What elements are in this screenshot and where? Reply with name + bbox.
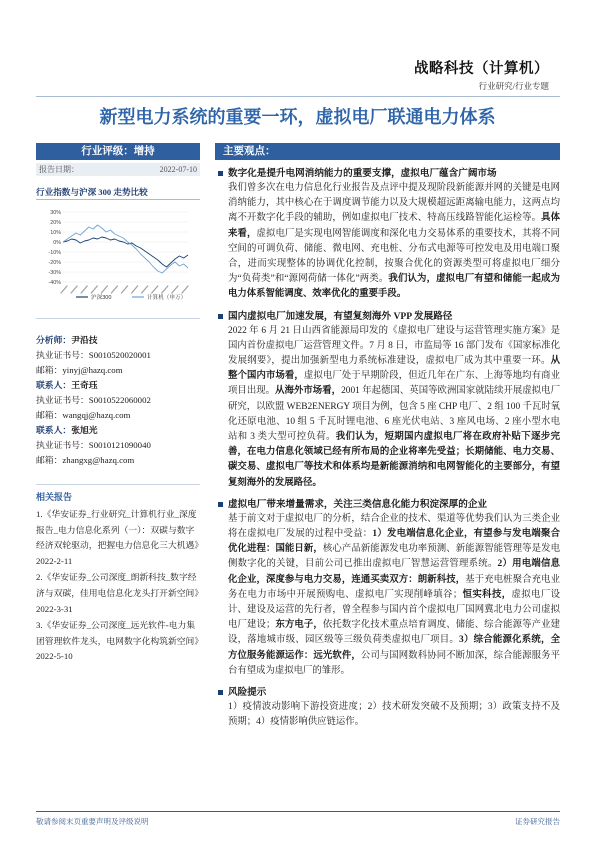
related-report-number: 1. bbox=[36, 509, 43, 519]
key-point-heading bbox=[218, 309, 560, 324]
report-date-row bbox=[36, 163, 200, 176]
emphasis-text: 我们认为，短期国内虚拟电厂将在政府补贴下逐步完善，在电力信息化领域已经有所布局的企业将率先受益；长期储能、电力交易、碳交易、虚拟电厂等技术和体系均是新能源消纳和电网智能化的主要部分，有望复刻海外的发展路径。 bbox=[228, 432, 560, 488]
key-point-body bbox=[218, 512, 560, 679]
emphasis-text: 从海外市场看， bbox=[275, 386, 342, 397]
x-tick-label bbox=[71, 286, 77, 293]
footer-doc-type: 证券研究报告 bbox=[515, 817, 560, 826]
report-type: 行业研究/行业专题 bbox=[478, 81, 549, 91]
cert-label: 执业证书号： bbox=[36, 350, 89, 360]
contact-name: 张旭光 bbox=[71, 425, 98, 435]
body-text: 虚拟电厂是实现电网智能调度和深化电力交易体系的重要技术，其将不同空间的可调负荷、储能、微电网、充电桩、分布式电源等可控发电及用电端口聚合，进而实现整体的协调优化控制，按聚合优化的资源类型可将虚拟电厂细分为“负荷类”和“源网荷储一体化”两类。 bbox=[228, 228, 560, 285]
section-divider bbox=[36, 484, 200, 485]
report-date-label: 报告日期： bbox=[39, 165, 79, 174]
key-point-heading-text: 虚拟电厂带来增量需求，关注三类信息化能力积淀深厚的企业 bbox=[228, 498, 488, 510]
rating-value: 增持 bbox=[133, 145, 155, 157]
x-tick-label bbox=[172, 286, 178, 293]
emphasis-text: 我们认为，虚拟电厂有望和储能一起成为电力体系智能调度、效率优化的重要手段。 bbox=[228, 274, 560, 300]
contact-role: 分析师： bbox=[36, 335, 72, 345]
email-label: 邮箱： bbox=[36, 455, 63, 465]
y-tick-label: -10% bbox=[48, 249, 61, 256]
key-point-heading bbox=[218, 166, 560, 181]
contact-block bbox=[36, 423, 200, 468]
related-reports-list bbox=[36, 507, 200, 666]
x-tick-label bbox=[111, 286, 117, 293]
key-points bbox=[218, 166, 560, 737]
contact-email-line bbox=[36, 363, 200, 378]
y-tick-label: -30% bbox=[48, 269, 61, 276]
x-tick-label bbox=[81, 286, 87, 293]
key-point bbox=[218, 309, 560, 491]
emphasis-text: 3）综合能源化系统，全方位服务能源运作：远光软件， bbox=[228, 635, 560, 661]
report-title: 新型电力系统的重要一环，虚拟电厂联通电力体系 bbox=[99, 107, 496, 127]
x-tick-label bbox=[91, 286, 97, 293]
y-tick-label: 20% bbox=[50, 219, 61, 226]
related-report-item bbox=[36, 570, 200, 617]
emphasis-text: 从整个国内市场看， bbox=[228, 356, 560, 382]
index-chart-title: 行业指数与沪深 300 走势比较 bbox=[36, 187, 148, 197]
related-report-title: 《华安证券_公司深度_远光软件-电力集团管理软件龙头，电网数字化构筑新空间》2022-5-10 bbox=[36, 620, 199, 662]
related-reports-heading: 相关报告 bbox=[36, 492, 73, 502]
body-text: 2001 年起德国、英国等欧洲国家就陆续开展虚拟电厂研究，以欧盟 WEB2ENERGY 项目为例，包含 5 座 CHP 电厂、2 组 100 千瓦时氧化还原电池、10 组 5 千瓦时锂电池、6 座光伏电站、3 座风电场、2 座小型水电站和 3 类大型可控负荷。 bbox=[228, 386, 560, 443]
rating-label: 行业评级： bbox=[81, 145, 134, 157]
related-report-title: 《华安证券_行业研究_计算机行业_深度报告_电力信息化系列（一）：双碳与数字经济双轮驱动，把握电力信息化三大机遇》2022-2-11 bbox=[36, 509, 199, 566]
cert-number: S0010522060002 bbox=[88, 395, 151, 405]
key-point-body bbox=[218, 181, 560, 303]
cert-number: S0010121090040 bbox=[88, 440, 151, 450]
body-text: 公司与国网数科协同不断加深，综合能源服务平台有望成为虚拟电厂的雏形。 bbox=[228, 650, 560, 676]
email-label: 邮箱： bbox=[36, 365, 63, 375]
emphasis-text: 具体来看， bbox=[228, 213, 560, 239]
contact-role: 联系人： bbox=[36, 380, 72, 390]
emphasis-text: 恒实科技， bbox=[462, 589, 512, 600]
email-address: yinyj@hazq.com bbox=[62, 365, 123, 375]
key-point-body bbox=[218, 700, 560, 730]
square-bullet-icon bbox=[218, 171, 223, 176]
key-point-heading-text: 国内虚拟电厂加速发展，有望复刻海外 VPP 发展路径 bbox=[228, 310, 453, 322]
key-points-heading: 主要观点： bbox=[215, 143, 560, 160]
contact-email-line bbox=[36, 408, 200, 423]
legend-label-2: 计算机（申万） bbox=[147, 295, 187, 301]
contact-name: 王奇珏 bbox=[71, 380, 98, 390]
x-tick-label bbox=[162, 286, 168, 293]
key-point-heading-text: 风险提示 bbox=[228, 687, 267, 699]
cert-number: S0010520020001 bbox=[88, 350, 151, 360]
body-text: 基于前文对于虚拟电厂的分析，结合企业的技术、渠道等优势我们认为三类企业将在虚拟电厂发展的过程中受益： bbox=[228, 513, 560, 540]
square-bullet-icon bbox=[218, 690, 223, 695]
emphasis-text: 1）发电端信息化企业，有望参与发电端聚合优化进程：国能日新， bbox=[228, 529, 560, 555]
related-report-item bbox=[36, 618, 200, 665]
header-divider bbox=[36, 96, 560, 97]
key-point-heading-text: 数字化是提升电网消纳能力的重要支撑，虚拟电厂蕴含广阔市场 bbox=[228, 168, 497, 179]
body-text: 虚拟电厂设计、建设及运营的先行者，曾全程参与国内首个虚拟电厂国网冀北电力公司虚拟电厂建设； bbox=[228, 589, 560, 631]
analyst-contacts bbox=[36, 333, 200, 468]
x-tick-label bbox=[61, 286, 67, 293]
legend-label-1: 沪深300 bbox=[91, 295, 112, 301]
y-tick-label: 30% bbox=[50, 209, 61, 216]
email-address: wangqj@hazq.com bbox=[62, 410, 131, 420]
y-tick-label: -20% bbox=[48, 259, 61, 266]
x-tick-label bbox=[142, 286, 148, 293]
footer-divider bbox=[36, 811, 560, 812]
related-report-title: 《华安证券_公司深度_朗新科技_数字经济与双碳，佳用电信息化龙头打开新空间》2022-3-31 bbox=[36, 572, 199, 614]
key-point-heading bbox=[218, 497, 560, 512]
report-sector: 战略科技（计算机） bbox=[414, 61, 549, 77]
related-report-number: 3. bbox=[36, 620, 43, 631]
email-label: 邮箱： bbox=[36, 410, 63, 420]
key-point bbox=[218, 497, 560, 679]
contact-name-line bbox=[36, 378, 200, 393]
body-text: 依托数字化技术重点培育调度、储能、综合能源等产业建设，落地城市级、园区级等三级负荷类虚拟电厂项目。 bbox=[228, 620, 560, 646]
x-tick-label bbox=[122, 286, 128, 293]
x-tick-label bbox=[101, 286, 107, 293]
key-point-heading bbox=[218, 685, 560, 700]
square-bullet-icon bbox=[218, 502, 223, 507]
risk-warning bbox=[218, 685, 560, 730]
key-point-body bbox=[218, 324, 560, 491]
contact-role: 联系人： bbox=[36, 425, 72, 435]
report-date-value: 2022-07-10 bbox=[159, 165, 197, 174]
body-text: 我们曾多次在电力信息化行业报告及点评中提及现阶段新能源并网的关键是电网消纳能力，其中核心在于调度调节能力以及大规模超远距离输电能力，这两点均离不开数字化手段的辅助，例如虚拟电厂技术、特高压线路智能化运检等。 bbox=[228, 183, 560, 224]
contact-cert-line bbox=[36, 348, 200, 363]
email-address: zhangxg@hazq.com bbox=[62, 455, 135, 465]
cert-label: 执业证书号： bbox=[36, 395, 89, 405]
contact-email-line bbox=[36, 453, 200, 468]
x-tick-label bbox=[132, 286, 138, 293]
body-text: 基于充电桩聚合充电业务在电力市场中开展预购电、虚拟电厂实现削峰填谷； bbox=[228, 574, 560, 600]
key-point bbox=[218, 166, 560, 303]
square-bullet-icon bbox=[218, 314, 223, 319]
contact-name-line bbox=[36, 423, 200, 438]
contact-cert-line bbox=[36, 438, 200, 453]
body-text: 虚拟电厂处于早期阶段，但近几年在广东、上海等地均有商业项目出现。 bbox=[228, 371, 560, 397]
y-tick-label: 0% bbox=[53, 239, 61, 246]
emphasis-text: 2）用电端信息化企业，深度参与电力交易，连通买卖双方：朗新科技， bbox=[228, 559, 560, 585]
industry-rating bbox=[36, 143, 200, 160]
related-report-item bbox=[36, 507, 200, 569]
contact-block bbox=[36, 378, 200, 423]
footer-disclaimer: 敬请参阅末页重要声明及评级说明 bbox=[36, 817, 149, 826]
y-tick-label: -40% bbox=[48, 279, 61, 286]
body-text: 2022 年 6 月 21 日山西省能源局印发的《虚拟电厂建设与运营管理实施方案》是国内首份虚拟电厂运营管理文件。7 月 8 日，市监局等 16 部门发布《国家标准化发展纲要》，提出加强新型电力系统标准建设，虚拟电厂成为其中重要一环。 bbox=[228, 325, 560, 367]
x-tick-label bbox=[152, 286, 158, 293]
contact-name: 尹沿技 bbox=[71, 335, 98, 345]
body-text: 核心产品新能源发电功率预测、新能源智能管理等是发电侧数字化的关键，目前公司已推出虚拟电厂智慧运营管理系统。 bbox=[228, 544, 560, 570]
index-comparison-chart bbox=[36, 200, 200, 305]
section-divider bbox=[36, 318, 200, 319]
cert-label: 执业证书号： bbox=[36, 440, 89, 450]
contact-name-line bbox=[36, 333, 200, 348]
y-tick-label: 10% bbox=[50, 229, 61, 236]
related-report-number: 2. bbox=[36, 572, 43, 583]
body-text: 1）疫情波动影响下游投资进度；2）技术研发突破不及预期；3）政策支持不及预期；4）疫情影响供应链运作。 bbox=[228, 702, 560, 728]
contact-cert-line bbox=[36, 393, 200, 408]
contact-block bbox=[36, 333, 200, 378]
emphasis-text: 东方电子， bbox=[275, 620, 323, 631]
x-tick-label bbox=[182, 286, 188, 293]
